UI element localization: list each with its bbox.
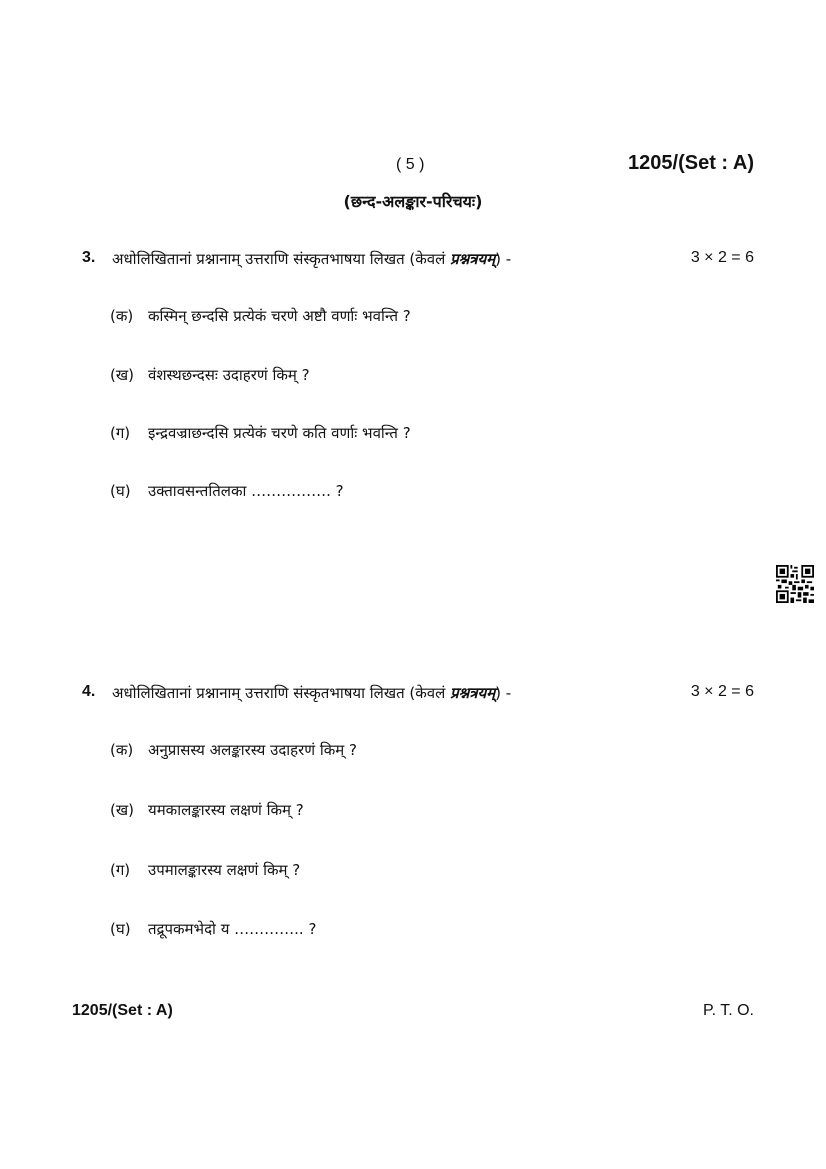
- sub-question: [110, 365, 310, 385]
- sub-question: [110, 481, 344, 501]
- sub-question-label: (क): [110, 307, 134, 325]
- sub-question-text: अनुप्रासस्य अलङ्कारस्य उदाहरणं किम् ?: [148, 741, 357, 759]
- marks: 3 × 2 = 6: [690, 683, 754, 700]
- sub-question-text: इन्द्रवज्राछन्दसि प्रत्येकं चरणे कति वर्णाः भवन्ति ?: [148, 424, 411, 442]
- pto-label: P. T. O.: [703, 1002, 754, 1019]
- marks: 3 × 2 = 6: [690, 249, 754, 266]
- question-3-instruction: [82, 249, 754, 273]
- sub-question: [110, 306, 411, 326]
- question-4-instruction: [82, 683, 754, 707]
- sub-question: [110, 800, 304, 820]
- qr-code-icon: [776, 565, 814, 603]
- question-4: [82, 683, 754, 938]
- sub-question-label: (ख): [110, 801, 134, 819]
- sub-question: [110, 740, 357, 760]
- section-title: (छन्द-अलङ्कार-परिचयः): [343, 192, 483, 211]
- instruction-text: अधोलिखितानां प्रश्नानाम् उत्तराणि संस्कृतभाषया लिखत (केवलं: [112, 250, 451, 268]
- sub-question: [110, 423, 411, 443]
- sub-question-text: तद्रूपकमभेदो य ………….. ?: [148, 920, 317, 938]
- sub-question: [110, 919, 316, 939]
- sub-question-text: यमकालङ्कारस्य लक्षणं किम् ?: [148, 801, 304, 819]
- page-number: ( 5 ): [396, 156, 425, 173]
- sub-question-label: (ग): [110, 861, 131, 879]
- instruction-emphasis: प्रश्नत्रयम्: [450, 250, 496, 268]
- instruction-suffix: ) -: [495, 684, 512, 702]
- sub-question-text: उपमालङ्कारस्य लक्षणं किम् ?: [148, 861, 301, 879]
- instruction-emphasis: प्रश्नत्रयम्: [450, 684, 496, 702]
- question-3: [82, 249, 754, 500]
- question-number: 4.: [82, 683, 96, 700]
- sub-question-text: वंशस्थछन्दसः उदाहरणं किम् ?: [148, 366, 310, 384]
- instruction-text: अधोलिखितानां प्रश्नानाम् उत्तराणि संस्कृतभाषया लिखत (केवलं: [112, 684, 451, 702]
- paper-code-footer: 1205/(Set : A): [72, 1002, 173, 1019]
- sub-question-label: (ग): [110, 424, 131, 442]
- paper-code-header: 1205/(Set : A): [628, 152, 754, 174]
- sub-question-label: (घ): [110, 920, 131, 938]
- question-number: 3.: [82, 249, 96, 266]
- sub-question-label: (क): [110, 741, 134, 759]
- sub-question: [110, 860, 300, 880]
- sub-question-label: (घ): [110, 482, 131, 500]
- sub-question-text: कस्मिन् छन्दसि प्रत्येकं चरणे अष्टौ वर्णाः भवन्ति ?: [148, 307, 411, 325]
- sub-question-text: उक्तावसन्ततिलका ……………. ?: [148, 482, 344, 500]
- sub-question-label: (ख): [110, 366, 134, 384]
- instruction-suffix: ) -: [495, 250, 512, 268]
